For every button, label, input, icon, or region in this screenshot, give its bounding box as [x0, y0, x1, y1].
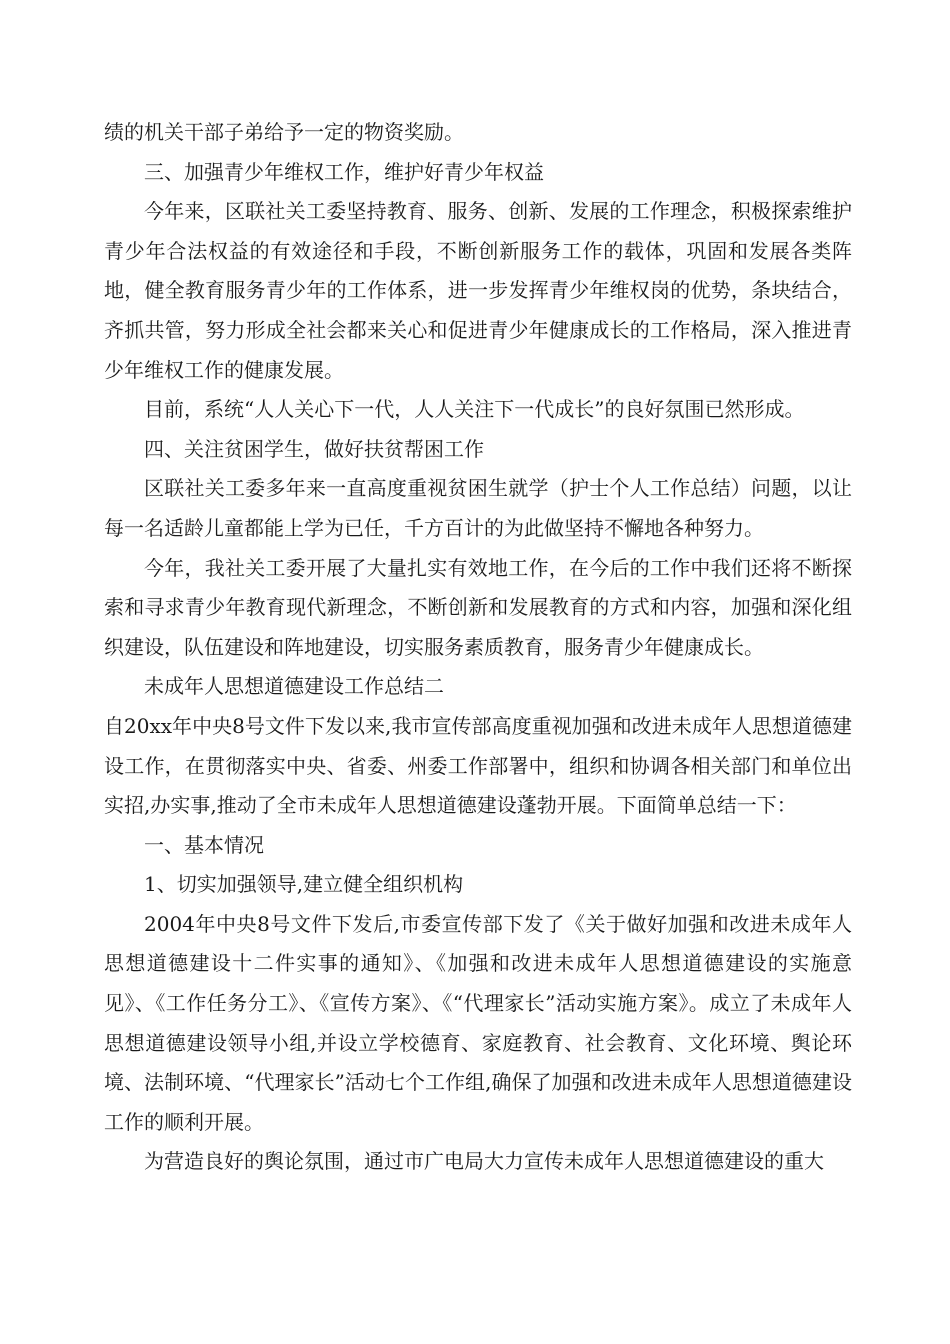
section-heading-1: 一、基本情况 [144, 832, 264, 857]
document-subtitle: 未成年人思想道德建设工作总结二 [144, 674, 444, 699]
paragraph-8: 为营造良好的舆论氛围，通过市广电局大力宣传未成年人思想道德建设的重大 [144, 1149, 824, 1174]
paragraph-5: 今年，我社关工委开展了大量扎实有效地工作，在今后的工作中我们还将不断探索和寻求青少年教育现代新理念，不断创新和发展教育的方式和内容，加强和深化组织建设，队伍建设和阵地建设，切实服务素质教育，服务青少年健康成长。 [104, 555, 852, 659]
section-heading-4: 四、关注贫困学生，做好扶贫帮困工作 [144, 436, 484, 461]
paragraph-2: 今年来，区联社关工委坚持教育、服务、创新、发展的工作理念，积极探索维护青少年合法权益的有效途径和手段，不断创新服务工作的载体，巩固和发展各类阵地，健全教育服务青少年的工作体系，进一步发挥青少年维权岗的优势，条块结合，齐抓共管，努力形成全社会都来关心和促进青少年健康成长的工作格局，深入推进青少年维权工作的健康发展。 [104, 199, 852, 382]
paragraph-4: 区联社关工委多年来一直高度重视贫困生就学（护士个人工作总结）问题，以让每一名适龄儿童都能上学为已任，千方百计的为此做坚持不懈地各种努力。 [104, 476, 852, 540]
paragraph-1: 绩的机关干部子弟给予一定的物资奖励。 [104, 120, 464, 144]
section-heading-3: 三、加强青少年维权工作，维护好青少年权益 [144, 159, 544, 184]
subsection-heading-1: 1、切实加强领导,建立健全组织机构 [144, 872, 464, 897]
paragraph-7: 2004年中央8号文件下发后,市委宣传部下发了《关于做好加强和改进未成年人思想道德建设十二件实事的通知》、《加强和改进未成年人思想道德建设的实施意见》、《工作任务分工》、《宣传方案》、《“代理家长”活动实施方案》。成立了未成年人思想道德建设领导小组,并设立学校德育、家庭教育、社会教育、文化环境、舆论环境、法制环境、“代理家长”活动七个工作组,确保了加强和改进未成年人思想道德建设工作的顺利开展。 [104, 911, 852, 1134]
paragraph-6: 自20xx年中央8号文件下发以来,我市宣传部高度重视加强和改进未成年人思想道德建设工作，在贯彻落实中央、省委、州委工作部署中，组织和协调各相关部门和单位出实招,办实事,推动了全市未成年人思想道德建设蓬勃开展。下面简单总结一下： [104, 713, 852, 818]
document-body [104, 113, 852, 1182]
paragraph-3: 目前，系统“人人关心下一代，人人关注下一代成长”的良好氛围已然形成。 [144, 397, 805, 422]
